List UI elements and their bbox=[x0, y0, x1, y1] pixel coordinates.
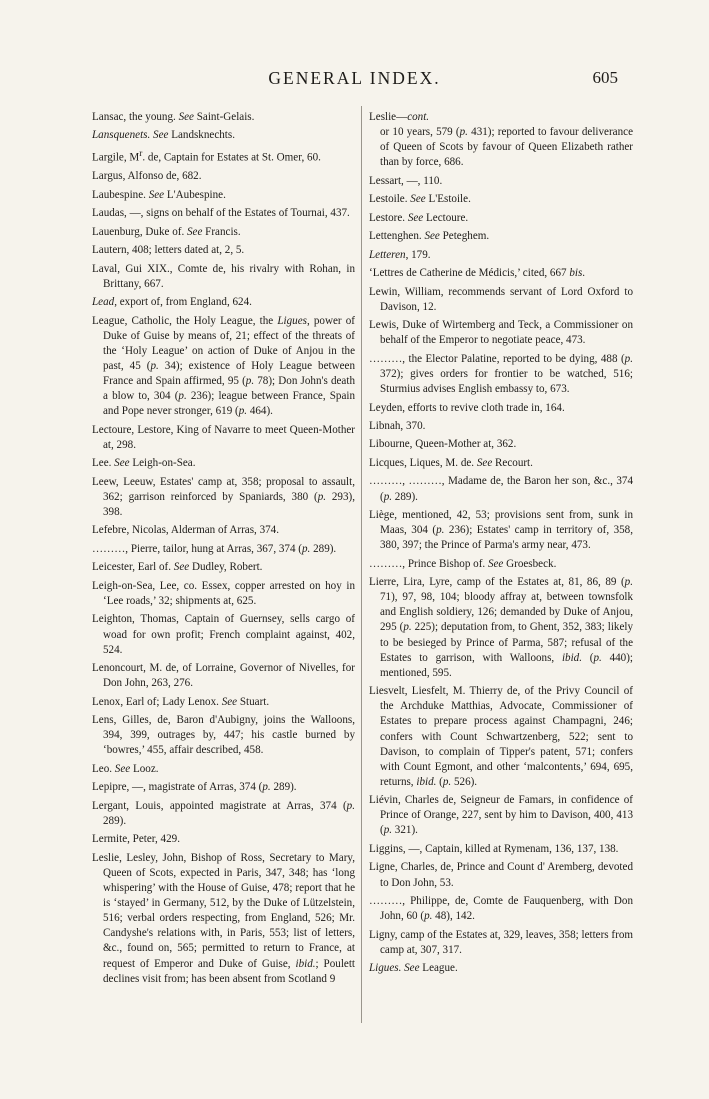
index-entry: Lenoncourt, M. de, of Lorraine, Governor of Nivelles, for Don John, 263, 276. bbox=[92, 662, 355, 690]
page-number: 605 bbox=[592, 68, 618, 87]
index-entry: ………, ………, Madame de, the Baron her son, &c., 374 (p. 289). bbox=[369, 475, 633, 503]
index-entry: Leslie, Lesley, John, Bishop of Ross, Secretary to Mary, Queen of Scots, expected in Paris, 347, 348; has ‘long whispering’ with the House of Guise, 478; report that he is ‘stayed’ in Germany, 512, by the Duke of Lützelstein, 516; verbal orders respecting, from England, 526; Mr. Candyshe's relations with, in Paris, 553; list of letters, &c., found on, 565; permitted to return to France, at request of Emperor and Duke of Guise, ibid.; Poulett declines visit from; has been absent from Scotland 9 bbox=[92, 851, 355, 985]
index-entry: ………, the Elector Palatine, reported to be dying, 488 (p. 372); gives orders for frontier to be watched, 516; Sturmius advises English embassy to, 673. bbox=[369, 352, 633, 396]
index-entry: Lestore. See Lectoure. bbox=[369, 211, 469, 224]
index-column-left bbox=[92, 110, 355, 990]
index-entry: Lierre, Lira, Lyre, camp of the Estates at, 81, 86, 89 (p. 71), 97, 98, 104; bloody affray at, between townsfolk and English soldiery, 126; demanded by Duke of Anjou, 295 (p. 225); deputation from, to Ghent, 352, 383; likely to be besieged by Prince of Parma, 587; refusal of the Estates to garrison, with Walloons, ibid. (p. 440); mentioned, 595. bbox=[369, 576, 634, 679]
index-entries-right bbox=[369, 174, 633, 976]
index-entry: Liggins, —, Captain, killed at Rymenam, 136, 137, 138. bbox=[369, 842, 619, 855]
index-entry: ………, Prince Bishop of. See Groesbeck. bbox=[369, 557, 557, 570]
index-entry: Largus, Alfonso de, 682. bbox=[92, 170, 202, 183]
index-entry: Laubespine. See L'Aubespine. bbox=[92, 188, 226, 201]
index-entry: Liesvelt, Liesfelt, M. Thierry de, of the Privy Council of the Archduke Matthias, Advocate, Commissioner of Estates to prepare process against Champagni, 246; confers with Count Schwartzenberg, 522; sent to Davison, to complain of Tipper's patent, 571; confers with Count Egmont, and other ‘malcontents,’ 694, 695, returns, ibid. (p. 526). bbox=[369, 685, 633, 788]
index-entry: Lauenburg, Duke of. See Francis. bbox=[92, 225, 241, 238]
index-entry: ………, Pierre, tailor, hung at Arras, 367, 374 (p. 289). bbox=[92, 542, 337, 555]
index-entry: Lansac, the young. See Saint-Gelais. bbox=[92, 111, 255, 123]
index-entry: Leicester, Earl of. See Dudley, Robert. bbox=[92, 561, 263, 574]
index-entry: Lens, Gilles, de, Baron d'Aubigny, joins the Walloons, 394, 399, outrages by, 447; his castle burned by ‘bowres,’ 455, affair described, 458. bbox=[92, 714, 355, 757]
index-entry: ‘Lettres de Catherine de Médicis,’ cited, 667 bis. bbox=[369, 267, 586, 280]
index-entry: Lewis, Duke of Wirtemberg and Teck, a Commissioner on behalf of the Emperor to negotiate peace, 473. bbox=[369, 319, 633, 347]
index-entry: Liège, mentioned, 42, 53; provisions sent from, sunk in Maas, 304 (p. 236); Estates' camp in territory of, 358, 380, 397; the Prince of Parma's army near, 473. bbox=[369, 509, 634, 552]
continued-entry-heading: Leslie—cont. bbox=[369, 111, 430, 123]
page-header bbox=[0, 68, 709, 92]
index-entry: ………, Philippe, de, Comte de Fauquenberg, with Don John, 60 (p. 48), 142. bbox=[369, 895, 633, 923]
index-entry: Ligues. See League. bbox=[369, 962, 458, 975]
index-entry: Lessart, —, 110. bbox=[369, 174, 443, 187]
index-entry: Laudas, —, signs on behalf of the Estates of Tournai, 437. bbox=[92, 207, 350, 220]
index-entry: Leighton, Thomas, Captain of Guernsey, sells cargo of woad for own profit; French complaint against, 402, 524. bbox=[92, 613, 355, 656]
index-entry: Largile, $M^r$. de, Captain for Estates at St. Omer, 60. bbox=[92, 148, 321, 164]
index-entry: Lepipre, —, magistrate of Arras, 374 (p. 289). bbox=[92, 781, 297, 794]
index-entry: Lermite, Peter, 429. bbox=[92, 833, 180, 846]
index-entry: League, Catholic, the Holy League, the Ligues, power of Duke of Guise by means of, 21; effect of the threats of the ‘Holy League’ on action of Duke of Anjou in the past, 45 (p. 34); existence of Holy League between France and Spain affirmed, 95 (p. 78); Don John's death a blow to, 304 (p. 236); league between France, Spain and Pope never stronger, 619 (p. 464). bbox=[92, 314, 355, 418]
index-entry: Lee. See Leigh-on-Sea. bbox=[92, 457, 196, 470]
index-entry: Lettenghen. See Peteghem. bbox=[369, 230, 490, 243]
index-entry: Letteren, 179. bbox=[369, 248, 431, 261]
index-entry: Lead, export of, from England, 624. bbox=[92, 296, 252, 309]
index-entry: Laval, Gui XIX., Comte de, his rivalry with Rohan, in Brittany, 667. bbox=[92, 262, 355, 290]
continued-entry-text: or 10 years, 579 (p. 431); reported to favour deliverance of Queen of Scots by favour of Queen Elizabeth rather than by force, 686. bbox=[380, 126, 633, 169]
index-entry: Libnah, 370. bbox=[369, 419, 426, 432]
index-entry: Licques, Liques, M. de. See Recourt. bbox=[369, 456, 533, 469]
index-entry: Lefebre, Nicolas, Alderman of Arras, 374. bbox=[92, 524, 279, 537]
index-entry: Lansquenets. See Landsknechts. bbox=[92, 129, 235, 142]
index-entry: Lewin, William, recommends servant of Lord Oxford to Davison, 12. bbox=[369, 285, 633, 313]
running-head: GENERAL INDEX. bbox=[268, 68, 441, 88]
index-entry: Ligny, camp of the Estates at, 329, leaves, 358; letters from camp at, 307, 317. bbox=[369, 928, 633, 956]
index-entry: Liévin, Charles de, Seigneur de Famars, in confidence of Prince of Orange, 227, sent by him to Davison, 400, 413 (p. 321). bbox=[369, 794, 633, 837]
index-column-right bbox=[369, 110, 633, 980]
index-entry: Ligne, Charles, de, Prince and Count d' Aremberg, devoted to Don John, 53. bbox=[369, 861, 633, 889]
index-entry: Lestoile. See L'Estoile. bbox=[369, 193, 471, 206]
index-entry: Leigh-on-Sea, Lee, co. Essex, copper arrested on hoy in ‘Lee roads,’ 32; shipments at, 625. bbox=[92, 579, 355, 607]
index-entry: Lergant, Louis, appointed magistrate at Arras, 374 (p. 289). bbox=[92, 799, 355, 827]
column-divider bbox=[361, 106, 362, 1023]
index-entry: Leyden, efforts to revive cloth trade in, 164. bbox=[369, 401, 565, 414]
index-entry: Lautern, 408; letters dated at, 2, 5. bbox=[92, 244, 245, 257]
index-entry: Leo. See Looz. bbox=[92, 762, 159, 775]
index-entry: Lenox, Earl of; Lady Lenox. See Stuart. bbox=[92, 695, 270, 708]
index-entry: Lectoure, Lestore, King of Navarre to meet Queen-Mother at, 298. bbox=[92, 423, 355, 451]
index-entry: Libourne, Queen-Mother at, 362. bbox=[369, 438, 517, 451]
index-entry: Leew, Leeuw, Estates' camp at, 358; proposal to assault, 362; garrison reinforced by Spaniards, 380 (p. 293), 398. bbox=[92, 475, 355, 518]
